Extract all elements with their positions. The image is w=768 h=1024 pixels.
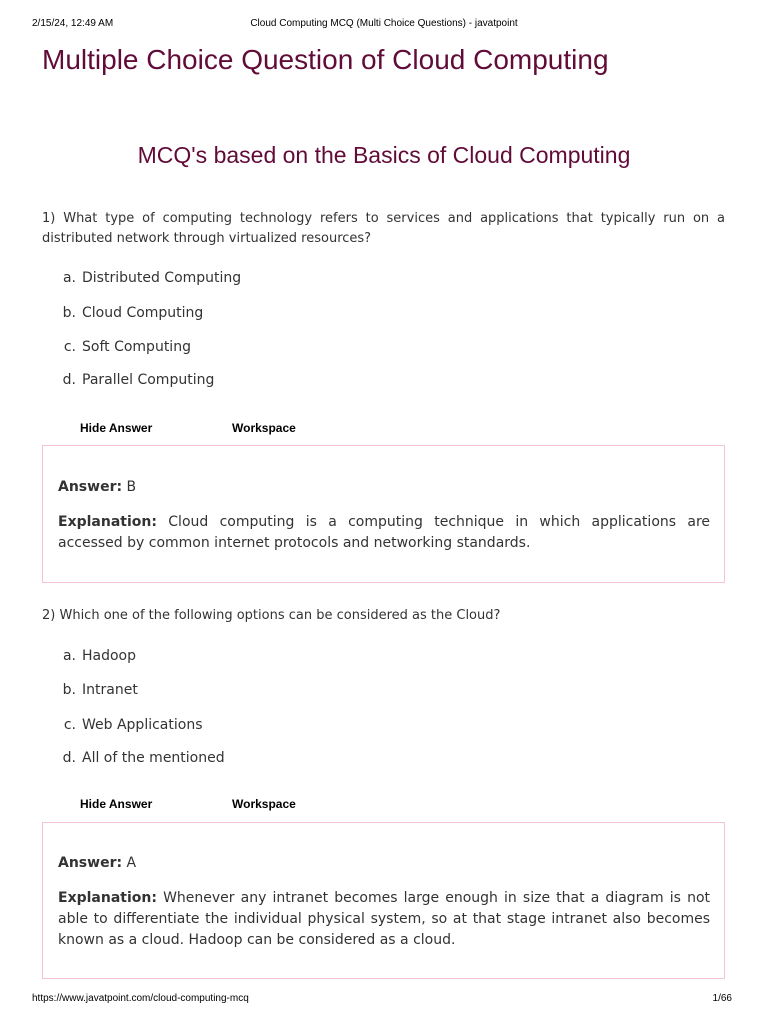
explanation-label: Explanation: bbox=[58, 890, 157, 906]
option-text: All of the mentioned bbox=[82, 750, 225, 766]
workspace-button[interactable]: Workspace bbox=[232, 421, 296, 435]
question-1-option-a[interactable] bbox=[42, 267, 241, 289]
option-marker: c. bbox=[63, 717, 76, 733]
option-text: Intranet bbox=[82, 682, 138, 698]
question-2-answer-box bbox=[42, 822, 725, 979]
print-page-number: 1/66 bbox=[712, 993, 732, 1004]
section-title: MCQ's based on the Basics of Cloud Computing bbox=[137, 142, 631, 168]
answer-label: Answer: bbox=[58, 855, 123, 871]
question-1-option-c[interactable] bbox=[42, 336, 191, 358]
question-1-answer-box bbox=[42, 445, 725, 583]
question-2-option-d[interactable] bbox=[42, 747, 225, 769]
option-marker: a. bbox=[62, 648, 76, 664]
answer-value: B bbox=[126, 479, 137, 495]
explanation-text bbox=[58, 888, 710, 951]
option-text: Cloud Computing bbox=[82, 305, 204, 321]
answer-line bbox=[58, 477, 136, 498]
explanation-body: Whenever any intranet becomes large enough in size that a diagram is not able to differentiate the individual physical system, so at that stage intranet also becomes known as a cloud. Hadoop can be considered as a cloud. bbox=[58, 890, 710, 948]
option-marker: b. bbox=[62, 682, 76, 698]
print-url[interactable]: https://www.javatpoint.com/cloud-computing-mcq bbox=[32, 993, 249, 1004]
option-text: Hadoop bbox=[82, 648, 137, 664]
explanation-label: Explanation: bbox=[58, 514, 157, 530]
print-datetime: 2/15/24, 12:49 AM bbox=[32, 18, 114, 29]
print-header bbox=[32, 18, 736, 32]
question-1-text: 1) What type of computing technology refers to services and applications that typically run on a distributed network through virtualized resources? bbox=[42, 211, 725, 246]
answer-label: Answer: bbox=[58, 479, 123, 495]
hide-answer-button[interactable]: Hide Answer bbox=[80, 797, 153, 811]
option-marker: a. bbox=[62, 270, 76, 286]
option-text: Distributed Computing bbox=[82, 270, 242, 286]
answer-line bbox=[58, 853, 136, 874]
explanation-body: Cloud computing is a computing technique in which applications are accessed by common internet protocols and networking standards. bbox=[58, 514, 711, 551]
print-footer bbox=[32, 993, 736, 1007]
question-2-option-b[interactable] bbox=[42, 679, 138, 701]
question-1-option-d[interactable] bbox=[42, 369, 214, 391]
option-marker: b. bbox=[62, 305, 76, 321]
option-text: Soft Computing bbox=[82, 339, 191, 355]
workspace-button[interactable]: Workspace bbox=[232, 797, 296, 811]
page-title: Multiple Choice Question of Cloud Computing bbox=[42, 44, 609, 75]
answer-value: A bbox=[126, 855, 137, 871]
explanation-text bbox=[58, 512, 710, 554]
question-2-option-c[interactable] bbox=[42, 714, 203, 736]
question-1-option-b[interactable] bbox=[42, 302, 203, 324]
option-marker: d. bbox=[62, 750, 76, 766]
print-page-title: Cloud Computing MCQ (Multi Choice Questions) - javatpoint bbox=[250, 18, 518, 29]
option-text: Parallel Computing bbox=[82, 372, 215, 388]
option-marker: c. bbox=[63, 339, 76, 355]
option-marker: d. bbox=[62, 372, 76, 388]
hide-answer-button[interactable]: Hide Answer bbox=[80, 421, 153, 435]
question-2-option-a[interactable] bbox=[42, 645, 136, 667]
question-2-text: 2) Which one of the following options can be considered as the Cloud? bbox=[42, 608, 501, 623]
option-text: Web Applications bbox=[82, 717, 203, 733]
